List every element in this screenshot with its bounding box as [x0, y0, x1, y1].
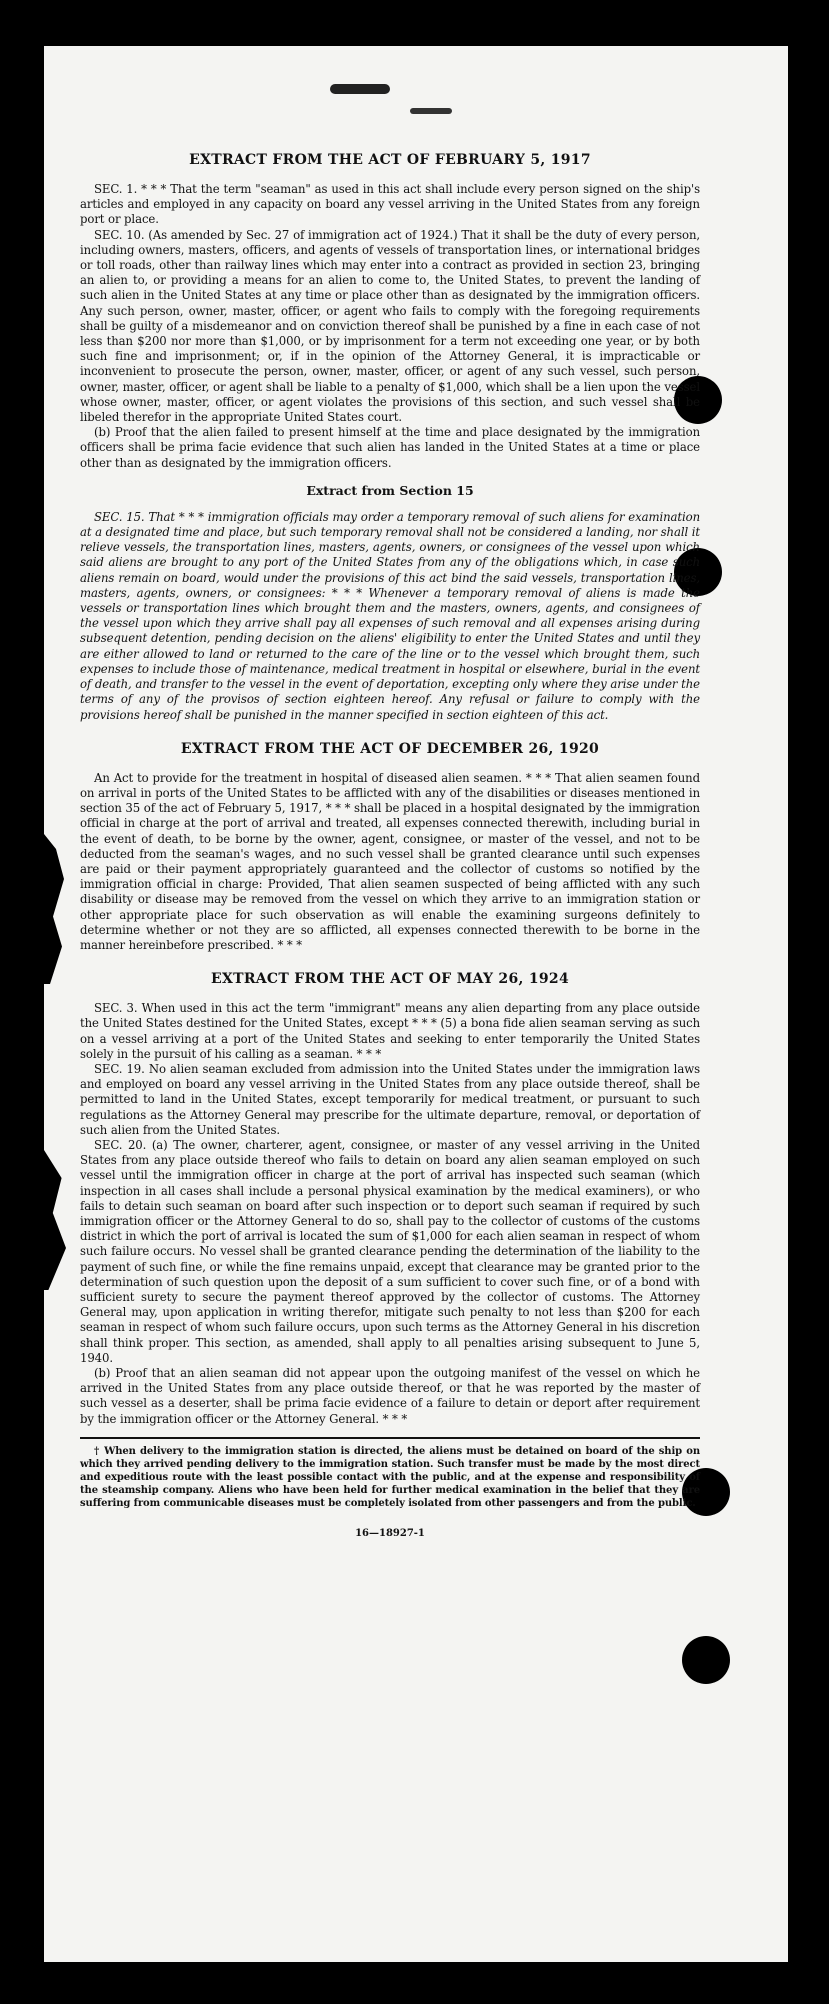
- heading-section-15: Extract from Section 15: [306, 482, 474, 498]
- punch-hole: [682, 1636, 730, 1684]
- form-code: 16—18927-1: [355, 1527, 425, 1539]
- ink-mark: [330, 84, 390, 94]
- paragraph-sec-3: SEC. 3. When used in this act the term "immigrant" means any alien departing from any place outside the United States destined for the United States, except * * * (5) a bona fide alien seaman serving as such on a vessel arriving at a port of the United States and seeking to enter temporarily the United States solely in the pursuit of his calling as a seaman. * * *: [80, 1001, 700, 1061]
- paragraph-act-1920: An Act to provide for the treatment in hospital of diseased alien seamen. * * * That alien seamen found on arrival in ports of the United States to be afflicted with any of the disabilities or diseases mentioned in section 35 of the act of February 5, 1917, * * * shall be placed in a hospital designated by the immigration official in charge at the port of arrival and treated, all expenses connected therewith, including burial in the event of death, to be borne by the owner, agent, consignee, or master of the vessel, and not to be deducted from the seaman's wages, and no such vessel shall be granted clearance until such expenses are paid or their payment appropriately guaranteed and the collector of customs so notified by the immigration official in charge: Provided, That alien seamen suspected of being afflicted with any such disability or disease may be removed from the vessel on which they arrive to an immigration station or other appropriate place for such observation as will enable the examining surgeons definitely to determine whether or not they are so afflicted, all expenses connected therewith to be borne in the manner hereinbefore prescribed. * * *: [80, 770, 700, 952]
- paragraph-sec-20: SEC. 20. (a) The owner, charterer, agent, consignee, or master of any vessel arriving in the United States from any place outside thereof who fails to detain on board any alien seaman employed on such vessel until the immigration officer in charge at the port of arrival has inspected such seaman (which inspection in all cases shall include a personal physical examination by the medical examiners), or who fails to detain such seaman on board after such inspection or to deport such seaman if required by such immigration officer or the Attorney General to do so, shall pay to the collector of customs of the customs district in which the port of arrival is located the sum of $1,000 for each alien seaman in respect of whom such failure occurs. No vessel shall be granted clearance pending the determination of the liability to the payment of such fine, or while the fine remains unpaid, except that clearance may be granted prior to the determination of such question upon the deposit of a sum sufficient to cover such fine, or of a bond with sufficient surety to secure the payment thereof approved by the collector of customs. The Attorney General may, upon application in writing therefor, mitigate such penalty to not less than $200 for each seaman in respect of whom such failure occurs, upon such terms as the Attorney General in his discretion shall think proper. This section, as amended, shall apply to all penalties arising subsequent to June 5, 1940.: [80, 1137, 700, 1365]
- ink-mark: [410, 108, 452, 114]
- paragraph-sec-10: SEC. 10. (As amended by Sec. 27 of immigration act of 1924.) That it shall be the duty of every person, including owners, masters, officers, and agents of vessels of transportation lines, or international bridges or toll roads, other than railway lines which may enter into a contract as provided in section 23, bringing an alien to, or providing a means for an alien to come to, the United States, to prevent the landing of such alien in the United States at any time or place other than as designated by the immigration officers. Any such person, owner, master, officer, or agent who fails to comply with the foregoing requirements shall be guilty of a misdemeanor and on conviction thereof shall be punished by a fine in each case of not less than $200 nor more than $1,000, or by imprisonment for a term not exceeding one year, or by both such fine and imprisonment; or, if in the opinion of the Attorney General, it is impracticable or inconvenient to prosecute the person, owner, master, officer, or agent of any such vessel, such person, owner, master, officer, or agent shall be liable to a penalty of $1,000, which shall be a lien upon the vessel whose owner, master, officer, or agent violates the provisions of this section, and such vessel shall be libeled therefor in the appropriate United States court.: [80, 227, 700, 425]
- paragraph-sec-20b: (b) Proof that an alien seaman did not appear upon the outgoing manifest of the vessel on which he arrived in the United States from any place outside thereof, or that he was reported by the master of such vessel as a deserter, shall be prima facie evidence of a failure to detain or deport after requirement by the immigration officer or the Attorney General. * * *: [80, 1366, 700, 1426]
- footnote-text: † When delivery to the immigration station is directed, the aliens must be detained on board of the ship on which they arrived pending delivery to the immigration station. Such transfer must be made by the most direct and expeditious route with the least possible contact with the public, and at the expense and responsibility of the steamship company. Aliens who have been held for further medical examination in the belief that they are suffering from communicable diseases must be completely isolated from other passengers and from the public.: [80, 1445, 700, 1509]
- heading-act-1920: EXTRACT FROM THE ACT OF DECEMBER 26, 1920: [180, 740, 600, 757]
- footnote: [80, 1437, 700, 1510]
- paragraph-sec-15: SEC. 15. That * * * immigration officials may order a temporary removal of such aliens for examination at a designated time and place, but such temporary removal shall not be considered a landing, nor shall it relieve vessels, the transportation lines, masters, agents, owners, or consignees of the vessel upon which said aliens are brought to any port of the United States from any of the obligations which, in case such aliens remain on board, would under the provisions of this act bind the said vessels, transportation lines, masters, agents, owners, or consignees: * * * Whenever a temporary removal of aliens is made the vessels or transportation lines which brought them and the masters, owners, agents, and consignees of the vessel upon which they arrive shall pay all expenses of such removal and all expenses arising during subsequent detention, pending decision on the aliens' eligibility to enter the United States and until they are either allowed to land or returned to the care of the line or to the vessel which brought them, such expenses to include those of maintenance, medical treatment in hospital or elsewhere, burial in the event of death, and transfer to the vessel in the event of deportation, excepting only where they arise under the terms of any of the provisos of section eighteen hereof. Any refusal or failure to comply with the provisions hereof shall be punished in the manner specified in section eighteen of this act.: [80, 509, 700, 722]
- document-body: [80, 152, 700, 1539]
- heading-act-1924: EXTRACT FROM THE ACT OF MAY 26, 1924: [210, 971, 570, 988]
- heading-act-1917: EXTRACT FROM THE ACT OF FEBRUARY 5, 1917: [189, 152, 591, 168]
- paragraph-sec-19: SEC. 19. No alien seaman excluded from admission into the United States under the immigration laws and employed on board any vessel arriving in the United States from any place outside thereof, shall be permitted to land in the United States, except temporarily for medical treatment, or pursuant to such regulations as the Attorney General may prescribe for the ultimate departure, removal, or deportation of such alien from the United States.: [80, 1061, 700, 1137]
- paragraph-sec-1: SEC. 1. * * * That the term "seaman" as used in this act shall include every person signed on the ship's articles and employed in any capacity on board any vessel arriving in the United States from any foreign port or place.: [80, 182, 700, 227]
- paragraph-sec-10b: (b) Proof that the alien failed to present himself at the time and place designated by the immigration officers shall be prima facie evidence that such alien has landed in the United States at a time or place other than as designated by the immigration officers.: [80, 425, 700, 470]
